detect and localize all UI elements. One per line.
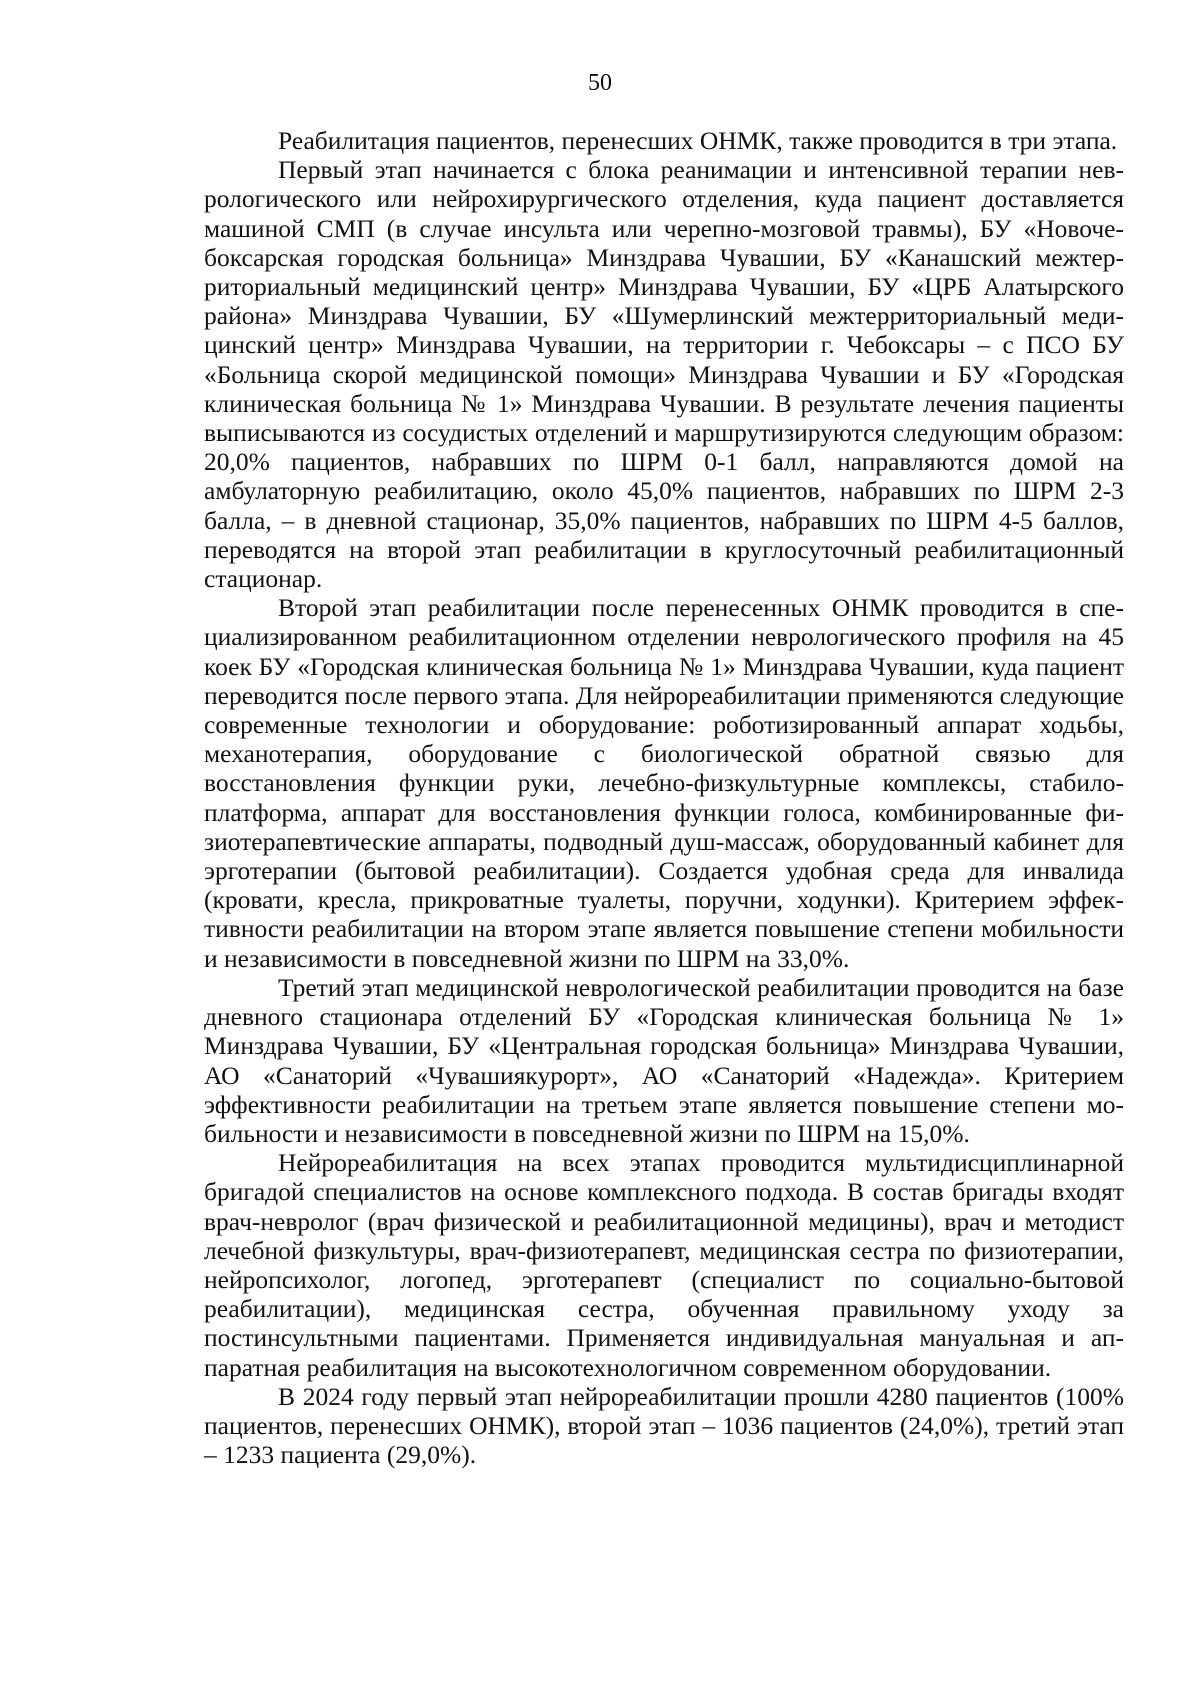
paragraph-multidisciplinary-team: Нейрореабилитация на всех этапах проводится мультидисциплинарной бригадой специалистов на основе комплексного подхода. В состав бригады входят врач-невролог (врач физической и реабилитационной медицины), врач и методист лечебной физкультуры, врач-физиотерапевт, медицинская сестра по физиотерапии, нейропсихолог, логопед, эрготерапевт (специалист по социально-бытовой реабилитации), медицинская сестра, обученная правильному уходу за постинсультными пациентами. Применяется индивидуальная мануальная и аппаратная реабилитация на высокотехнологичном современном оборудовании. <box>204 1148 1124 1382</box>
page-number: 50 <box>588 70 612 96</box>
body-text <box>204 126 1124 1469</box>
paragraph-rehab-stages-intro: Реабилитация пациентов, перенесших ОНМК, также проводится в три этапа. <box>278 126 1118 155</box>
paragraph-2024-statistics: В 2024 году первый этап нейрореабилитации прошли 4280 пациентов (100% пациентов, перенесших ОНМК), второй этап – 1036 пациентов (24,0%), третий этап – 1233 пациента (29,0%). <box>204 1381 1124 1470</box>
paragraph-third-stage: Третий этап медицинской неврологической реабилитации проводится на базе дневного стационара отделений БУ «Городская клиническая больница № 1» Минздрава Чувашии, БУ «Центральная городская больница» Минздрава Чувашии, АО «Санаторий «Чувашиякурорт», АО «Санаторий «Надежда». Критерием эффективности реабилитации на третьем этапе является повышение степени мобильности и независимости в повседневной жизни по ШРМ на 15,0%. <box>204 972 1124 1148</box>
paragraph-second-stage: Второй этап реабилитации после перенесенных ОНМК проводится в специализированном реабилитационном отделении неврологического профиля на 45 коек БУ «Городская клиническая больница № 1» Минздрава Чувашии, куда пациент переводится после первого этапа. Для нейрореабилитации применяются следующие современные технологии и оборудование: роботизированный аппарат ходьбы, механотерапия, оборудование с биологической обратной связью для восстановления функции руки, лечебно-физкультурные комплексы, стабилоплатформа, аппарат для восстановления функции голоса, комбинированные физиотерапевтические аппараты, подводный душ-массаж, оборудованный кабинет для эрготерапии (бытовой реабилитации). Создается удобная среда для инвалида (кровати, кресла, прикроватные туалеты, поручни, ходунки). Критерием эффективности реабилитации на втором этапе является повышение степени мобильности и независимости в повседневной жизни по ШРМ на 33,0%. <box>204 593 1124 973</box>
paragraph-first-stage: Первый этап начинается с блока реанимации и интенсивной терапии неврологического или нейрохирургического отделения, куда пациент доставляется машиной СМП (в случае инсульта или черепно-мозговой травмы), БУ «Новочебоксарская городская больница» Минздрава Чувашии, БУ «Канашский межтерриториальный медицинский центр» Минздрава Чувашии, БУ «ЦРБ Алатырского района» Минздрава Чувашии, БУ «Шумерлинский межтерриториальный медицинский центр» Минздрава Чувашии, на территории г. Чебоксары – с ПСО БУ «Больница скорой медицинской помощи» Минздрава Чувашии и БУ «Городская клиническая больница № 1» Минздрава Чувашии. В результате лечения пациенты выписываются из сосудистых отделений и маршрутизируются следующим образом: 20,0% пациентов, набравших по ШРМ 0-1 балл, направляются домой на амбулаторную реабилитацию, около 45,0% пациентов, набравших по ШРМ 2-3 балла, – в дневной стационар, 35,0% пациентов, набравших по ШРМ 4-5 баллов, переводятся на второй этап реабилитации в круглосуточный реабилитационный стационар. <box>204 155 1124 594</box>
